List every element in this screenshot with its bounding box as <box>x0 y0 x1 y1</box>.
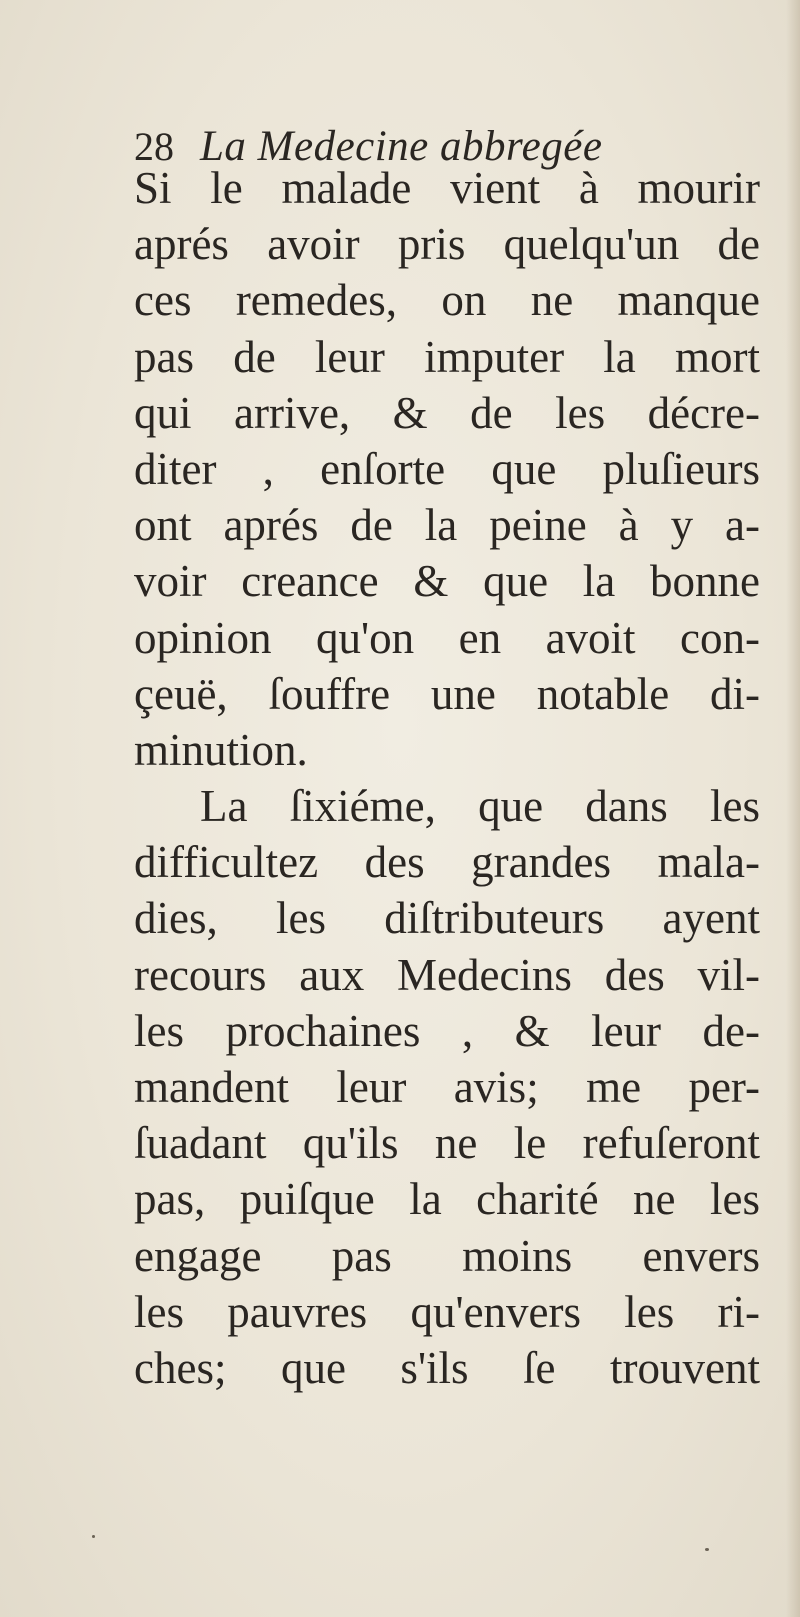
text-line: ſuadant qu'ils ne le refuſeront <box>134 1118 760 1169</box>
text-line: dies, les diſtributeurs ayent <box>134 893 760 944</box>
text-line: qui arrive, & de les décre- <box>134 387 760 438</box>
text-line: les pauvres qu'envers les ri- <box>134 1286 760 1337</box>
text-line: opinion qu'on en avoit con- <box>134 612 760 663</box>
text-line: aprés avoir pris quelqu'un de <box>134 219 760 270</box>
text-line: pas de leur imputer la mort <box>134 331 760 382</box>
body-text <box>134 160 760 1396</box>
text-line: mandent leur avis; me per- <box>134 1062 760 1112</box>
text-line: les prochaines , & leur de- <box>134 1005 760 1056</box>
page-edge <box>786 0 800 1617</box>
text-line: pas, puiſque la charité ne les <box>134 1174 760 1225</box>
running-title: La Medecine abbregée <box>200 123 603 170</box>
paragraph-start-line: La ſixiéme, que dans les <box>200 781 760 832</box>
text-line: çeuë, ſouffre une notable di- <box>134 668 760 719</box>
text-line: ches; que s'ils ſe trouvent <box>134 1342 760 1393</box>
text-line: recours aux Medecins des vil- <box>134 949 760 1000</box>
text-line: engage pas moins envers <box>134 1230 760 1281</box>
text-line: ces remedes, on ne manque <box>134 275 760 326</box>
text-line: Si le malade vient à mourir <box>134 163 760 213</box>
paragraph-end-line: minution. <box>134 724 308 775</box>
text-line: difficultez des grandes mala- <box>134 837 760 888</box>
paper-speck <box>92 1535 95 1538</box>
text-line: diter , enſorte que pluſieurs <box>134 443 760 494</box>
paper-speck <box>705 1548 709 1551</box>
text-line: ont aprés de la peine à y a- <box>134 500 760 551</box>
page-number: 28 <box>134 124 174 169</box>
text-line: voir creance & que la bonne <box>134 556 760 607</box>
